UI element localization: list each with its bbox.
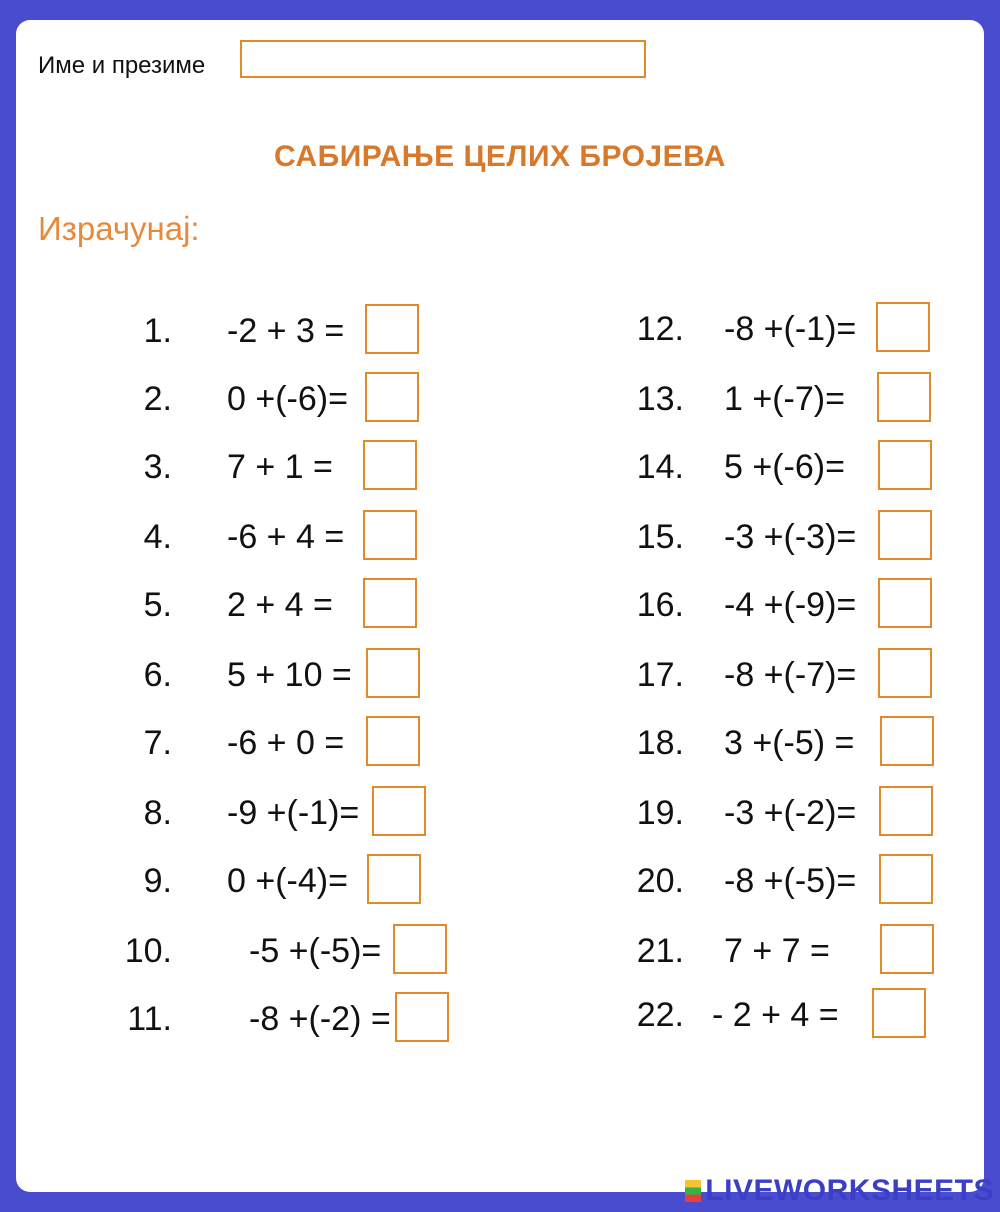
answer-box-17[interactable] <box>878 648 932 698</box>
answer-box-11[interactable] <box>395 992 449 1042</box>
problem-number: 3. <box>143 448 172 486</box>
answer-box-22[interactable] <box>872 988 926 1038</box>
problem-expression: 5 +(-6)= <box>724 448 845 486</box>
problem-expression: -6 + 0 = <box>227 724 345 762</box>
problem-expression: -6 + 4 = <box>227 518 345 556</box>
problem-expression: -8 +(-5)= <box>724 862 857 900</box>
problem-number: 15. <box>636 518 684 556</box>
logo-text: LIVEWORKSHEETS <box>705 1174 994 1207</box>
answer-box-1[interactable] <box>365 304 419 354</box>
instruction: Израчунај: <box>38 210 200 247</box>
answer-box-16[interactable] <box>878 578 932 628</box>
answer-box-8[interactable] <box>372 786 426 836</box>
problem-number: 21. <box>636 932 684 970</box>
answer-box-13[interactable] <box>877 372 931 422</box>
liveworksheets-logo <box>685 1174 994 1208</box>
problem-number: 10. <box>124 932 172 970</box>
problem-expression: 0 +(-6)= <box>227 380 348 418</box>
answer-box-3[interactable] <box>363 440 417 490</box>
problem-expression: 0 +(-4)= <box>227 862 348 900</box>
problem-expression: -2 + 3 = <box>227 312 345 350</box>
problem-number: 5. <box>143 586 172 624</box>
problem-expression: 5 + 10 = <box>227 656 352 694</box>
problem-number: 13. <box>636 380 684 418</box>
answer-box-4[interactable] <box>363 510 417 560</box>
answer-box-2[interactable] <box>365 372 419 422</box>
problem-expression: -5 +(-5)= <box>249 932 382 970</box>
name-label: Име и презиме <box>38 52 206 79</box>
problem-expression: -8 +(-2) = <box>249 1000 391 1038</box>
worksheet-title: САБИРАЊЕ ЦЕЛИХ БРОЈЕВА <box>274 140 726 173</box>
problem-expression: 7 + 1 = <box>227 448 333 486</box>
problem-expression: -3 +(-3)= <box>724 518 857 556</box>
problem-number: 19. <box>636 794 684 832</box>
answer-box-7[interactable] <box>366 716 420 766</box>
problem-number: 12. <box>636 310 684 348</box>
problem-number: 22. <box>636 996 684 1034</box>
problem-number: 16. <box>636 586 684 624</box>
name-input[interactable] <box>240 40 646 78</box>
problem-expression: -3 +(-2)= <box>724 794 857 832</box>
problem-number: 1. <box>143 312 172 350</box>
answer-box-12[interactable] <box>876 302 930 352</box>
problem-number: 14. <box>636 448 684 486</box>
logo-icon <box>685 1180 701 1202</box>
problem-number: 6. <box>143 656 172 694</box>
problem-number: 11. <box>127 1000 172 1038</box>
answer-box-10[interactable] <box>393 924 447 974</box>
problem-number: 2. <box>143 380 172 418</box>
problem-expression: -4 +(-9)= <box>724 586 857 624</box>
problem-number: 20. <box>636 862 684 900</box>
answer-box-18[interactable] <box>880 716 934 766</box>
answer-box-20[interactable] <box>879 854 933 904</box>
problem-number: 4. <box>143 518 172 556</box>
answer-box-9[interactable] <box>367 854 421 904</box>
worksheet <box>16 20 984 1192</box>
problem-number: 7. <box>143 724 172 762</box>
problem-expression: 3 +(-5) = <box>724 724 855 762</box>
answer-box-21[interactable] <box>880 924 934 974</box>
answer-box-5[interactable] <box>363 578 417 628</box>
answer-box-6[interactable] <box>366 648 420 698</box>
problem-expression: -8 +(-1)= <box>724 310 857 348</box>
problem-number: 18. <box>636 724 684 762</box>
problem-expression: -9 +(-1)= <box>227 794 360 832</box>
problem-expression: 2 + 4 = <box>227 586 333 624</box>
problem-number: 17. <box>636 656 684 694</box>
answer-box-14[interactable] <box>878 440 932 490</box>
problem-expression: 1 +(-7)= <box>724 380 845 418</box>
answer-box-15[interactable] <box>878 510 932 560</box>
problem-expression: - 2 + 4 = <box>712 996 839 1034</box>
problem-number: 9. <box>143 862 172 900</box>
answer-box-19[interactable] <box>879 786 933 836</box>
problem-expression: 7 + 7 = <box>724 932 830 970</box>
problem-number: 8. <box>143 794 172 832</box>
problem-expression: -8 +(-7)= <box>724 656 857 694</box>
